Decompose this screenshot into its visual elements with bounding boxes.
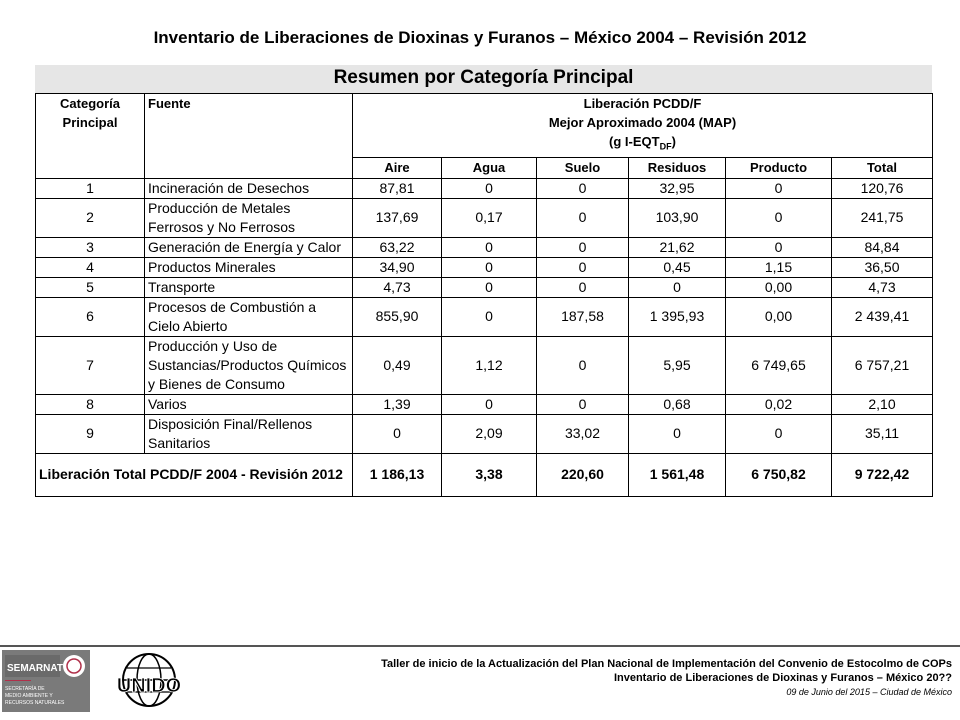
semarnat-accent-line — [5, 680, 31, 681]
cell-residuos: 0 — [629, 414, 726, 453]
row-category: 7 — [36, 336, 145, 394]
cell-aire: 137,69 — [353, 198, 442, 237]
total-row — [36, 453, 933, 496]
cell-total: 36,50 — [832, 257, 933, 277]
row-source: Transporte — [145, 277, 353, 297]
cell-agua: 0 — [442, 394, 537, 414]
cell-agua: 0 — [442, 257, 537, 277]
total-agua: 3,38 — [442, 453, 537, 496]
cell-aire: 34,90 — [353, 257, 442, 277]
unido-logo — [108, 650, 190, 714]
total-residuos: 1 561,48 — [629, 453, 726, 496]
table-row — [36, 198, 933, 237]
cell-total: 2,10 — [832, 394, 933, 414]
table-row — [36, 297, 933, 336]
semarnat-logo — [2, 650, 90, 712]
row-source: Producción y Uso de Sustancias/Productos Químicos y Bienes de Consumo — [145, 336, 353, 394]
cell-suelo: 0 — [537, 178, 629, 198]
header-release-line3 — [356, 132, 929, 157]
header-source: Fuente — [145, 94, 353, 179]
table-row — [36, 336, 933, 394]
footer-line-2: Inventario de Liberaciones de Dioxinas y Furanos – México 20?? — [613, 672, 952, 684]
header-release-unit-end: ) — [671, 134, 676, 149]
header-release-line2: Mejor Aproximado 2004 (MAP) — [548, 115, 737, 130]
row-category: 6 — [36, 297, 145, 336]
semarnat-sub-text-2: MEDIO AMBIENTE Y — [5, 693, 53, 699]
cell-suelo: 33,02 — [537, 414, 629, 453]
header-release-unit-sub: DF — [659, 141, 672, 152]
cell-producto: 6 749,65 — [726, 336, 832, 394]
row-source: Varios — [145, 394, 353, 414]
cell-suelo: 0 — [537, 198, 629, 237]
cell-suelo: 0 — [537, 257, 629, 277]
row-source: Productos Minerales — [145, 257, 353, 277]
semarnat-sub-text-3: RECURSOS NATURALES — [5, 700, 65, 706]
row-category: 1 — [36, 178, 145, 198]
row-category: 2 — [36, 198, 145, 237]
cell-aire: 87,81 — [353, 178, 442, 198]
row-source: Disposición Final/Rellenos Sanitarios — [145, 414, 353, 453]
cell-aire: 4,73 — [353, 277, 442, 297]
footer-divider — [0, 645, 960, 647]
header-release-line1: Liberación PCDD/F — [583, 96, 702, 111]
cell-aire: 855,90 — [353, 297, 442, 336]
cell-agua: 1,12 — [442, 336, 537, 394]
row-source: Incineración de Desechos — [145, 178, 353, 198]
header-category: Categoría Principal — [36, 94, 145, 179]
total-producto: 6 750,82 — [726, 453, 832, 496]
semarnat-logo-text: SEMARNAT — [7, 663, 63, 674]
header-col-residuos: Residuos — [629, 157, 726, 178]
cell-producto: 0,00 — [726, 277, 832, 297]
cell-total: 6 757,21 — [832, 336, 933, 394]
cell-residuos: 1 395,93 — [629, 297, 726, 336]
header-release — [353, 94, 933, 158]
row-source: Procesos de Combustión a Cielo Abierto — [145, 297, 353, 336]
footer-date: 09 de Junio del 2015 – Ciudad de México — [786, 687, 952, 697]
row-source: Generación de Energía y Calor — [145, 237, 353, 257]
cell-agua: 0 — [442, 297, 537, 336]
summary-title: Resumen por Categoría Principal — [333, 67, 634, 88]
row-category: 9 — [36, 414, 145, 453]
cell-residuos: 21,62 — [629, 237, 726, 257]
footer-text — [381, 657, 952, 699]
cell-producto: 0 — [726, 198, 832, 237]
header-col-agua: Agua — [442, 157, 537, 178]
cell-total: 84,84 — [832, 237, 933, 257]
header-col-total: Total — [832, 157, 933, 178]
cell-producto: 0 — [726, 414, 832, 453]
table-row — [36, 237, 933, 257]
cell-total: 2 439,41 — [832, 297, 933, 336]
cell-agua: 0 — [442, 277, 537, 297]
header-col-producto: Producto — [726, 157, 832, 178]
cell-producto: 0,00 — [726, 297, 832, 336]
cell-total: 35,11 — [832, 414, 933, 453]
row-category: 3 — [36, 237, 145, 257]
cell-residuos: 0 — [629, 277, 726, 297]
cell-residuos: 0,45 — [629, 257, 726, 277]
total-total: 9 722,42 — [832, 453, 933, 496]
cell-agua: 0 — [442, 237, 537, 257]
cell-producto: 0,02 — [726, 394, 832, 414]
row-category: 8 — [36, 394, 145, 414]
cell-aire: 0 — [353, 414, 442, 453]
table-row — [36, 394, 933, 414]
cell-residuos: 32,95 — [629, 178, 726, 198]
total-suelo: 220,60 — [537, 453, 629, 496]
cell-aire: 1,39 — [353, 394, 442, 414]
table-row — [36, 414, 933, 453]
header-col-suelo: Suelo — [537, 157, 629, 178]
row-category: 4 — [36, 257, 145, 277]
footer-line-1: Taller de inicio de la Actualización del Plan Nacional de Implementación del Convenio de Estocolmo de COPs — [381, 658, 952, 670]
cell-total: 4,73 — [832, 277, 933, 297]
cell-residuos: 0,68 — [629, 394, 726, 414]
data-table — [35, 93, 933, 497]
cell-residuos: 103,90 — [629, 198, 726, 237]
cell-total: 241,75 — [832, 198, 933, 237]
table-row — [36, 257, 933, 277]
header-release-unit: (g I-EQT — [609, 134, 660, 149]
cell-aire: 0,49 — [353, 336, 442, 394]
total-aire: 1 186,13 — [353, 453, 442, 496]
page-title: Inventario de Liberaciones de Dioxinas y Furanos – México 2004 – Revisión 2012 — [153, 28, 807, 47]
unido-logo-text: UNIDO — [116, 675, 182, 697]
cell-suelo: 0 — [537, 394, 629, 414]
cell-agua: 2,09 — [442, 414, 537, 453]
table-row — [36, 277, 933, 297]
table-row — [36, 178, 933, 198]
header-col-aire: Aire — [353, 157, 442, 178]
row-source: Producción de Metales Ferrosos y No Ferrosos — [145, 198, 353, 237]
cell-suelo: 187,58 — [537, 297, 629, 336]
cell-residuos: 5,95 — [629, 336, 726, 394]
cell-producto: 0 — [726, 237, 832, 257]
cell-total: 120,76 — [832, 178, 933, 198]
cell-suelo: 0 — [537, 336, 629, 394]
cell-producto: 0 — [726, 178, 832, 198]
cell-agua: 0,17 — [442, 198, 537, 237]
cell-producto: 1,15 — [726, 257, 832, 277]
cell-suelo: 0 — [537, 277, 629, 297]
cell-aire: 63,22 — [353, 237, 442, 257]
cell-agua: 0 — [442, 178, 537, 198]
cell-suelo: 0 — [537, 237, 629, 257]
row-category: 5 — [36, 277, 145, 297]
semarnat-sub-text-1: SECRETARÍA DE — [5, 686, 45, 692]
total-label: Liberación Total PCDD/F 2004 - Revisión 2012 — [36, 453, 353, 496]
